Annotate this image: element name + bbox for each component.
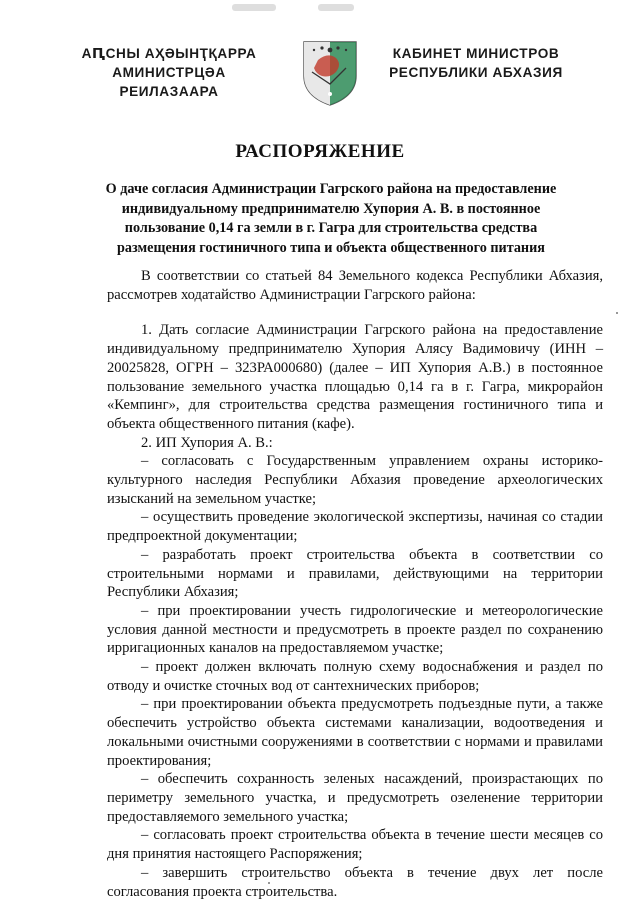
header-right-russian <box>366 44 586 82</box>
obligation-item: – при проектировании учесть гидрологические и метеорологические условия данной местности и предусмотреть в проекте раздел по сохранению ирригационных каналов на предоставляемом участке; <box>107 602 603 657</box>
document-subject: О даче согласия Администрации Гагрского района на предоставление индивидуальному предпринимателю Хупория А. В. в постоянное пользование 0,14 га земли в г. Гагра для строительства средства размещения гостиничного типа и объекта общественного питания <box>105 181 557 256</box>
header-left-line2: АМИНИСТРЦӘА РЕИЛАЗААРА <box>112 65 226 99</box>
scan-speck <box>616 312 618 314</box>
coat-of-arms-emblem <box>300 38 360 108</box>
obligation-item: – при проектировании объекта предусмотреть подъездные пути, а также обеспечить устройство объекта системами канализации, водоотведения и локальными очистными сооружениями в соответствии с нормами и правилами проектирования; <box>107 696 603 769</box>
obligation-item: – завершить строительство объекта в течение двух лет после согласования проекта строительства. <box>107 864 603 900</box>
obligation-item: – разработать проект строительства объекта в соответствии со строительными нормами и правилами, действующими на территории Республики Абхазия; <box>107 546 603 601</box>
header-right-line2: РЕСПУБЛИКИ АБХАЗИЯ <box>389 65 563 80</box>
obligation-item: – проект должен включать полную схему водоснабжения и раздел по отводу и очистке сточных вод от сантехнических приборов; <box>107 659 603 694</box>
header-left-abkhaz <box>64 44 274 101</box>
header-left-line1: АԤСНЫ АҲӘЫНҬҚАРРА <box>81 46 257 61</box>
scan-smudge <box>318 4 354 11</box>
obligation-item: – осуществить проведение экологической экспертизы, начиная со стадии предпроектной документации; <box>107 509 603 545</box>
preamble-paragraph: В соответствии со статьей 84 Земельного кодекса Республики Абхазия, рассмотрев ходатайство Администрации Гагрского района: <box>107 268 603 303</box>
obligation-item: – согласовать проект строительства объекта в течение шести месяцев со дня принятия настоящего Распоряжения; <box>107 827 603 863</box>
obligation-item: – согласовать с Государственным управлением охраны историко-культурного наследия Республики Абхазия проведение археологических изысканий на земельном участке; <box>107 453 603 507</box>
obligation-item: – обеспечить сохранность зеленых насаждений, произрастающих по периметру земельного участка, и предусмотреть озеленение территории предоставляемого земельного участка; <box>107 771 603 825</box>
item-1-paragraph: 1. Дать согласие Администрации Гагрского района на предоставление индивидуальному предпринимателю Хупория Алясу Вадимовичу (ИНН – 20025828, ОГРН – 323РА000680) (далее – ИП Хупория А.В.) в постоянное пользование земельного участка площадью 0,14 га в г. Гагра, микрорайон «Кемпинг», для строительства средства размещения гостиничного типа и объекта общественного питания (кафе). <box>107 322 603 432</box>
item-2-heading: 2. ИП Хупория А. В.: <box>141 434 273 451</box>
scan-speck <box>268 882 270 884</box>
document-body <box>107 267 603 901</box>
header-right-line1: КАБИНЕТ МИНИСТРОВ <box>392 46 560 61</box>
document-title: РАСПОРЯЖЕНИЕ <box>235 141 405 162</box>
scan-smudge <box>232 4 276 11</box>
